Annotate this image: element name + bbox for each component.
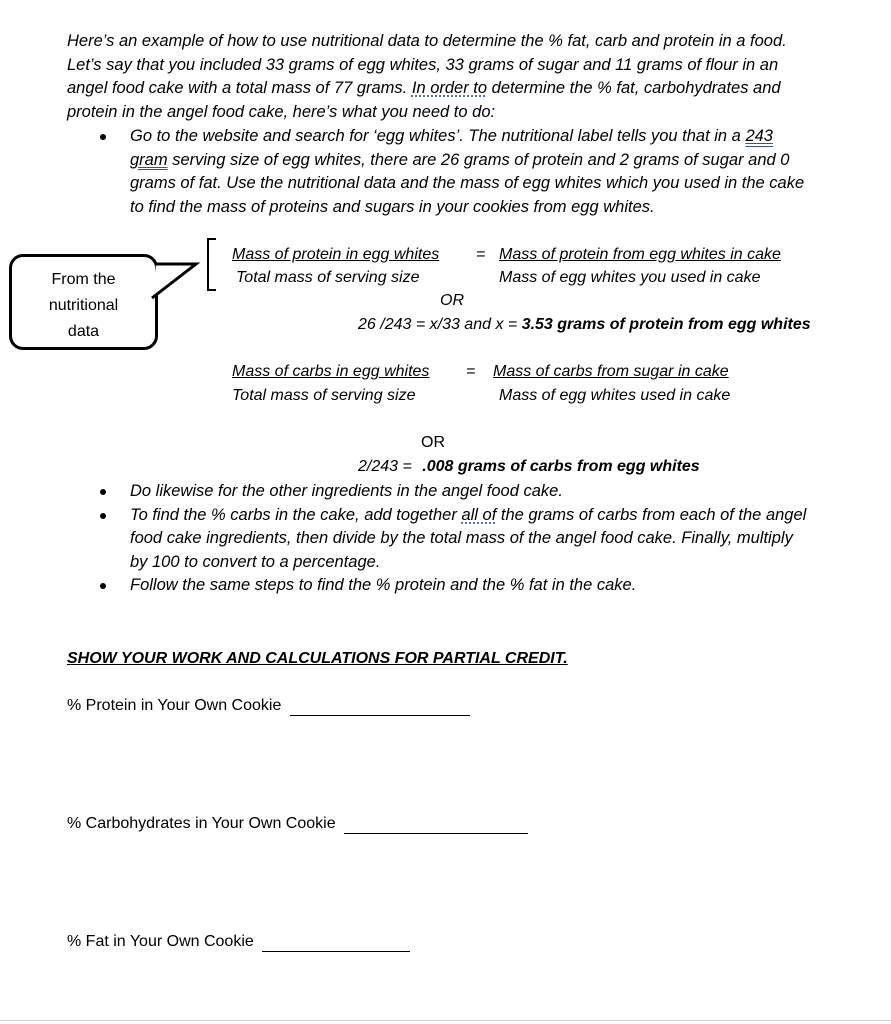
intro-line-3: angel food cake with a total mass of 77 grams. In order to determine the % fat, carbohydrates and	[67, 79, 781, 97]
protein-left-denominator: Total mass of serving size	[236, 269, 420, 286]
grammar-flag-all-of: all of	[461, 505, 497, 524]
bullet-list-bottom	[100, 480, 860, 598]
grammar-flag-in-order-to: In order to	[411, 79, 488, 97]
carb-left-numerator: Mass of carbs in egg whites	[232, 363, 430, 380]
protein-or: OR	[440, 292, 464, 309]
protein-calculation: 26 /243 = x/33 and x = 3.53 grams of protein from egg whites	[358, 316, 811, 333]
answer-carbs-blank[interactable]	[344, 815, 528, 834]
bullet-item-likewise: Do likewise for the other ingredients in the angel food cake.	[100, 480, 860, 504]
intro-line-4: protein in the angel food cake, here’s what you need to do:	[67, 102, 496, 121]
answer-protein	[67, 697, 470, 716]
show-work-heading: SHOW YOUR WORK AND CALCULATIONS FOR PARTIAL CREDIT.	[67, 650, 568, 667]
answer-fat	[67, 933, 410, 952]
callout-bubble: From the nutritional data	[9, 254, 158, 350]
carb-or: OR	[421, 434, 445, 451]
carb-calculation: 2/243 = .008 grams of carbs from egg whites	[358, 458, 700, 475]
intro-line-2: Let’s say that you included 33 grams of egg whites, 33 grams of sugar and 11 grams of flour in an	[67, 55, 779, 74]
protein-right-numerator: Mass of protein from egg whites in cake	[499, 246, 781, 263]
answer-carbs-label: % Carbohydrates in Your Own Cookie	[67, 815, 336, 832]
protein-left-numerator: Mass of protein in egg whites	[232, 246, 440, 263]
bullet-item-website: Go to the website and search for ‘egg whites’. The nutritional label tells you that in a 243 gram serving size of egg whites, there are 26 grams of protein and 2 grams of sugar and 0 grams of fat. Use the nutritional data and the mass of egg whites which you used in the cake to find the mass of proteins and sugars in your cookies from egg whites.	[100, 125, 860, 219]
callout-pointer-and-bracket	[150, 234, 225, 304]
protein-right-denominator: Mass of egg whites you used in cake	[499, 269, 761, 286]
protein-equals: =	[476, 246, 486, 263]
page-bottom-rule	[0, 1020, 891, 1021]
spelling-flag-243: 243	[745, 127, 773, 145]
bullet-dot	[100, 489, 106, 495]
answer-fat-label: % Fat in Your Own Cookie	[67, 933, 254, 950]
carb-result: .008 grams of carbs from egg whites	[422, 458, 700, 475]
answer-protein-blank[interactable]	[290, 697, 470, 716]
bullet-dot	[100, 134, 106, 140]
spelling-flag-gram: gram	[130, 150, 168, 169]
carb-right-numerator: Mass of carbs from sugar in cake	[493, 363, 729, 380]
carb-equals: =	[466, 363, 476, 380]
bullet-item-same-steps: Follow the same steps to find the % protein and the % fat in the cake.	[100, 574, 860, 598]
bullet-dot	[100, 513, 106, 519]
bullet-item-percent-carbs: To find the % carbs in the cake, add together all of the grams of carbs from each of the angel food cake ingredients, then divide by the total mass of the angel food cake. Finally, multiply by 100 to convert to a percentage.	[100, 504, 860, 575]
bullet-dot	[100, 583, 106, 589]
intro-paragraph	[67, 30, 867, 124]
carb-left-denominator: Total mass of serving size	[232, 387, 416, 404]
answer-carbs	[67, 815, 528, 834]
answer-fat-blank[interactable]	[262, 933, 410, 952]
bullet-list-top	[100, 125, 860, 219]
intro-line-1: Here’s an example of how to use nutritional data to determine the % fat, carb and protein in a food.	[67, 32, 787, 50]
protein-result: 3.53 grams of protein from egg whites	[521, 316, 811, 333]
answer-protein-label: % Protein in Your Own Cookie	[67, 697, 282, 714]
carb-right-denominator: Mass of egg whites used in cake	[499, 387, 731, 404]
